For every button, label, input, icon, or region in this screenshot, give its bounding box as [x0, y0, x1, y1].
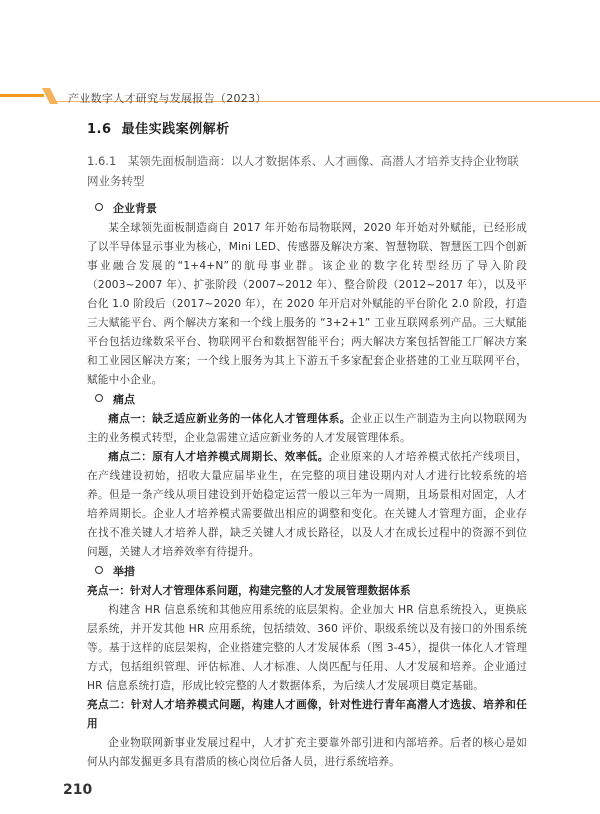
background-paragraph: 某全球领先面板制造商自 2017 年开始布局物联网，2020 年开始对外赋能，已经形成了以半导体显示事业为核心，Mini LED、传感器及解决方案、智慧物联、智慧医工四个创新事业融合发展的“1+4+N”的航母事业群。该企业的数字化转型经历了导入阶段（2003~2007 年）、扩张阶段（2007~2012 年）、整合阶段（2012~2017 年），以及平台化 1.0 阶段后（2017~2020 年），在 2020 年开启对外赋能的平台阶化 2.0 阶段，打造三大赋能平台、两个解决方案和一个线上服务的 “3+2+1” 工业互联网系列产品。三大赋能平台包括边缘数采平台、物联网平台和数据智能平台；两大解决方案包括智能工厂解决方案和工业园区解决方案；一个线上服务为其上下游五千多家配套企业搭建的工业互联网平台，赋能中小企业。 — [87, 222, 527, 386]
section-title-text: 最佳实践案例解析 — [121, 122, 230, 137]
section-title — [87, 118, 527, 137]
highlight-title: 亮点二：针对人才培养模式问题，构建人才画像，针对性进行青年高潜人才选拔、培养和任用 — [87, 699, 527, 730]
heading-text: 举措 — [113, 565, 135, 578]
section-number: 1.6 — [87, 122, 112, 137]
subsection-title: 1.6.1 某领先面板制造商：以人才数据体系、人才画像、高潜人才培养支持企业物联网业务转型 — [87, 154, 519, 188]
pain-point-text: 企业原来的人才培养模式依托产线项目，在产线建设初始，招收大量应届毕业生，在完整的项目建设期内对人才进行比较系统的培养。但是一条产线从项目建设到开始稳定运营一般以三年为一周期，且场景相对固定，人才培养周期长。企业人才培养模式需要做出相应的调整和变化。在关键人才管理方面，企业存在找不准关键人才培养人群，缺乏关键人才成长路径，以及人才在成长过程中的资源不到位问题，关键人才培养效率有待提升。 — [87, 451, 527, 558]
highlight-1-text: 构建含 HR 信息系统和其他应用系统的底层架构。企业加大 HR 信息系统投入，更换底层系统，并开发其他 HR 应用系统，包括绩效、360 评价、职级系统以及有接口的外围系统等。基于这样的底层架构，企业搭建完整的人才发展体系（图 3-45），提供一体化人才管理方式，包括组织管理、评估标准、人才标准、人岗匹配与任用、人才发展和培养。企业通过 HR 信息系统打造，形成比较完整的人才数据体系，为后续人才发展项目奠定基础。 — [87, 604, 527, 692]
pain-point-lead: 痛点一：缺乏适应新业务的一体化人才管理体系。 — [108, 413, 351, 425]
highlight-2-title — [87, 696, 527, 734]
running-title: 产业数字人才研究与发展报告（2023） — [68, 92, 267, 105]
heading-text: 痛点 — [113, 393, 135, 406]
header-accent-bar — [0, 94, 44, 97]
page-number: 210 — [63, 782, 93, 798]
bullet-circle-icon — [95, 203, 103, 211]
running-header — [0, 42, 600, 105]
pain-point-text: 企业正以生产制造为主向以物联网为主的业务模式转型，企业急需建立适应新业务的人才发展管理体系。 — [87, 413, 527, 444]
bullet-heading-measures — [87, 562, 527, 582]
bullet-circle-icon — [95, 394, 103, 402]
page-content — [87, 118, 527, 772]
highlight-2-text: 企业物联网新事业发展过程中，人才扩充主要靠外部引进和内部培养。后者的核心是如何从内部发掘更多具有潜质的核心岗位后备人员，进行系统培养。 — [87, 737, 527, 768]
bullet-heading-pain-points — [87, 390, 527, 410]
pain-point-1 — [87, 410, 527, 448]
heading-text: 企业背景 — [113, 202, 157, 215]
bullet-heading-background — [87, 199, 527, 219]
highlight-title: 亮点一：针对人才管理体系问题，构建完整的人才发展管理数据体系 — [87, 585, 411, 597]
bullet-circle-icon — [95, 566, 103, 574]
pain-point-2 — [87, 448, 527, 562]
highlight-1-title — [87, 582, 527, 601]
pain-point-lead: 痛点二：原有人才培养模式周期长、效率低。 — [108, 451, 329, 463]
